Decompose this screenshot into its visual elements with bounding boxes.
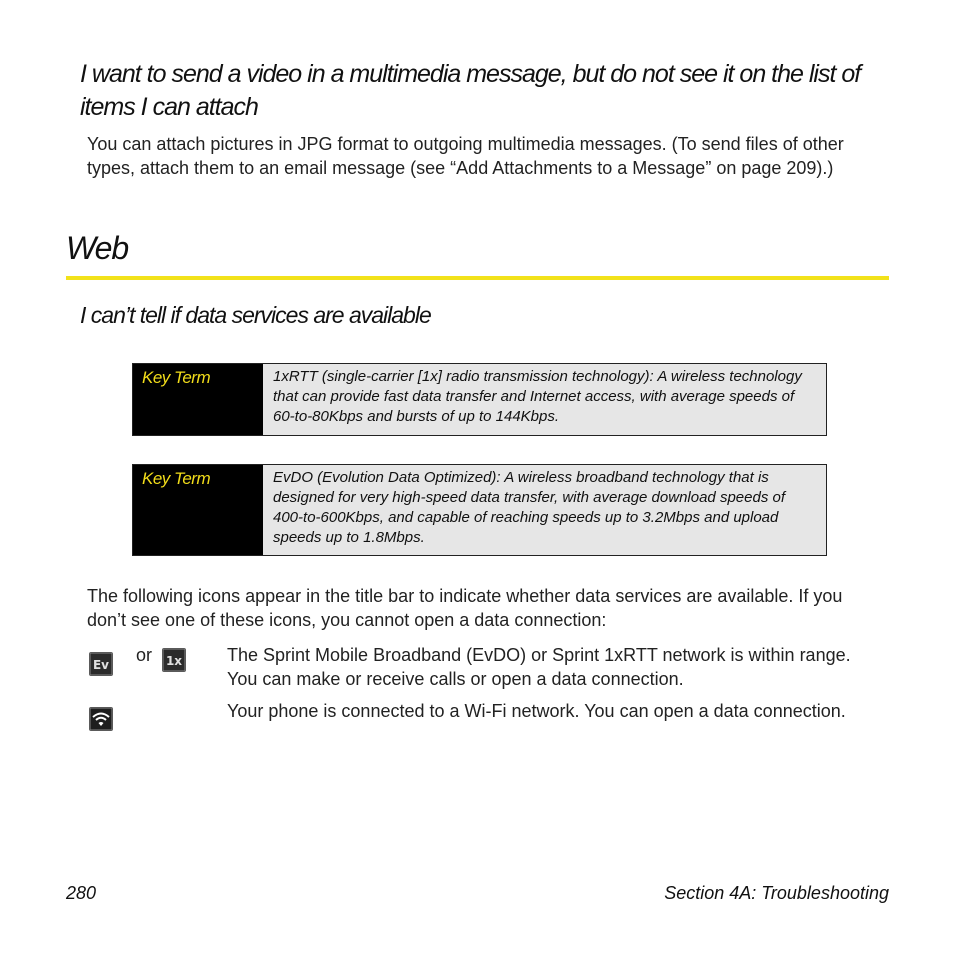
wifi-icon bbox=[89, 707, 113, 731]
key-term-label: Key Term bbox=[133, 465, 263, 555]
icons-intro: The following icons appear in the title bar to indicate whether data services are available. If you don’t see one of these icons, you cannot open a data connection: bbox=[87, 586, 843, 630]
icon-row-wifi-text: Your phone is connected to a Wi-Fi network. You can open a data connection. bbox=[227, 701, 846, 721]
key-term-name: 1xRTT (single-carrier [1x] radio transmission technology): bbox=[273, 368, 654, 385]
faq-heading-video-attach: I want to send a video in a multimedia message, but do not see it on the list of items I can attach bbox=[80, 60, 861, 121]
key-term-definition bbox=[263, 465, 826, 555]
key-term-box-evdo bbox=[132, 464, 827, 556]
ev-icon bbox=[89, 652, 113, 676]
key-term-label: Key Term bbox=[133, 364, 263, 435]
key-term-text: A wireless technology that can provide fast data transfer and Internet access, with average speeds of 60-to-80Kbps and bursts of up to 144Kbps. bbox=[273, 368, 802, 425]
key-term-text: A wireless broadband technology that is designed for very high-speed data transfer, with average download speeds of 400-to-600Kbps, and capable of reaching speeds up to 3.2Mbps and upload speeds up to 1.8Mbps. bbox=[273, 469, 785, 546]
1x-icon-label: 1x bbox=[165, 654, 183, 668]
section-divider bbox=[66, 276, 889, 280]
icon-row-evdo-text: The Sprint Mobile Broadband (EvDO) or Sprint 1xRTT network is within range. You can make or receive calls or open a data connection. bbox=[227, 645, 851, 689]
page-number: 280 bbox=[66, 883, 97, 903]
ev-icon-label: Ev bbox=[92, 658, 110, 672]
key-term-definition bbox=[263, 364, 826, 435]
1x-icon bbox=[162, 648, 186, 672]
faq-heading-data-services: I can’t tell if data services are available bbox=[80, 302, 431, 328]
faq-answer-video-attach: You can attach pictures in JPG format to outgoing multimedia messages. (To send files of other types, attach them to an email message (see “Add Attachments to a Message” on page 209).) bbox=[87, 134, 844, 178]
key-term-name: EvDO (Evolution Data Optimized): bbox=[273, 469, 501, 486]
key-term-box-1xrtt bbox=[132, 363, 827, 436]
section-title-web: Web bbox=[66, 230, 129, 266]
or-separator: or bbox=[136, 645, 153, 665]
section-label: Section 4A: Troubleshooting bbox=[664, 883, 889, 903]
